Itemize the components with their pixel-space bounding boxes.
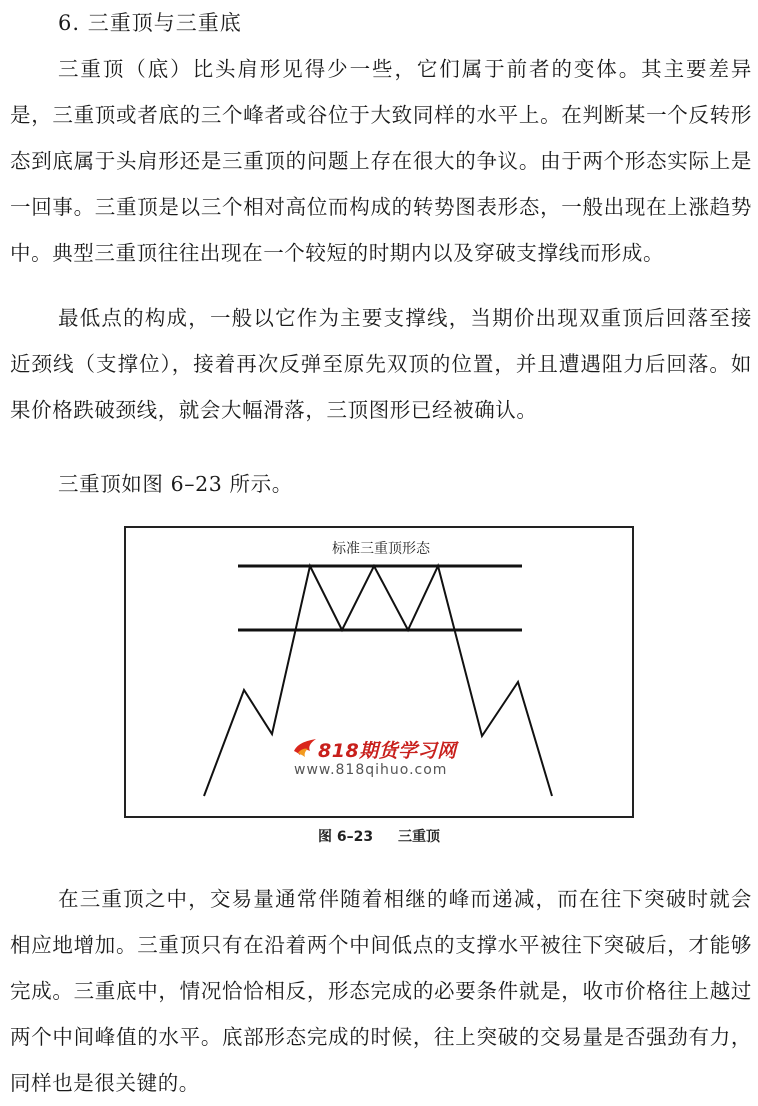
paragraph-2: 最低点的构成，一般以它作为主要支撑线，当期价出现双重顶后回落至接近颈线（支撑位），接着再次反弹至原先双顶的位置，并且遭遇阻力后回落。如果价格跌破颈线，就会大幅滑落，三顶图形已经被确认。 bbox=[10, 306, 752, 422]
figure-title: 标准三重顶形态 bbox=[332, 541, 430, 557]
caption-number: 图 6–23 bbox=[318, 829, 374, 845]
figure-reference: 三重顶如图 6–23 所示。 bbox=[58, 472, 293, 496]
section-heading: 6. 三重顶与三重底 bbox=[58, 11, 242, 35]
flame-logo-icon bbox=[292, 737, 318, 759]
caption-text: 三重顶 bbox=[397, 829, 440, 845]
watermark-site-name: 818期货学习网 bbox=[318, 740, 457, 762]
watermark-url: www.818qihuo.com bbox=[294, 762, 448, 778]
watermark bbox=[292, 736, 482, 784]
figure-caption bbox=[0, 826, 758, 846]
paragraph-1: 三重顶（底）比头肩形见得少一些，它们属于前者的变体。其主要差异是，三重顶或者底的三个峰者或谷位于大致同样的水平上。在判断某一个反转形态到底属于头肩形还是三重顶的问题上存在很大的争议。由于两个形态实际上是一回事。三重顶是以三个相对高位而构成的转势图表形态，一般出现在上涨趋势中。典型三重顶往往出现在一个较短的时期内以及穿破支撑线而形成。 bbox=[10, 57, 752, 265]
paragraph-3: 在三重顶之中，交易量通常伴随着相继的峰而递减，而在往下突破时就会相应地增加。三重顶只有在沿着两个中间低点的支撑水平被往下突破后，才能够完成。三重底中，情况恰恰相反，形态完成的必要条件就是，收市价格往上越过两个中间峰值的水平。底部形态完成的时候，往上突破的交易量是否强劲有力，同样也是很关键的。 bbox=[10, 887, 752, 1095]
